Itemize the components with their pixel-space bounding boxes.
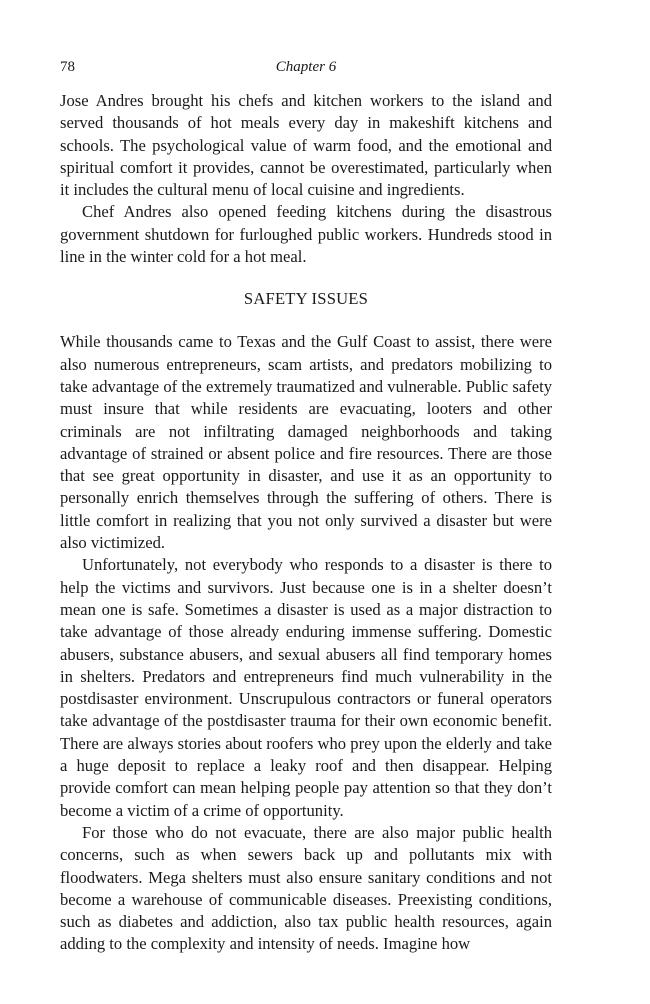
chapter-title: Chapter 6 xyxy=(275,59,337,75)
paragraph-public-health: For those who do not evacuate, there are also major public health concerns, such as when sewers back up and pollutants mix with floodwaters. Mega shelters must also ensure sanitary conditions and not become a warehouse of communicable diseases. Preexisting conditions, such as diabetes and addiction, also tax public health resources, again adding to the complexity and intensity of needs. Imagine how xyxy=(60,822,552,954)
paragraph-safety-intro: While thousands came to Texas and the Gulf Coast to assist, there were also numerous entrepreneurs, scam artists, and predators mobilizing to take advantage of the extremely traumatized and vulnerable. Public safety must insure that while residents are evacuating, looters and other criminals are not infiltrating damaged neighborhoods and taking advantage of strained or absent police and fire resources. There are those that see great opportunity in disaster, and use it as an opportunity to personally enrich themselves through the suffering of others. There is little comfort in realizing that you not only survived a disaster but were also victimized. xyxy=(60,332,552,553)
paragraph-responders: Unfortunately, not everybody who responds to a disaster is there to help the victims and survivors. Just because one is in a shelter doesn’t mean one is safe. Sometimes a disaster is used as a major distraction to take advantage of those already enduring immense suffering. Domestic abusers, substance abusers, and sexual abusers all find temporary homes in shelters. Predators and entrepreneurs find much vulnerability in the postdisaster environment. Unscrupulous contractors or funeral operators take advantage of the postdisaster trauma for their own economic benefit. There are always stories about roofers who prey upon the elderly and take a huge deposit to replace a leaky roof and then disappear. Helping provide comfort can mean helping people pay attention so that they don’t become a victim of a crime of opportunity. xyxy=(60,555,552,820)
running-head xyxy=(60,56,552,78)
body-text xyxy=(60,90,552,956)
book-page xyxy=(60,56,552,956)
page-number: 78 xyxy=(60,59,75,75)
paragraph-chef-andres: Chef Andres also opened feeding kitchens during the disastrous government shutdown for furloughed public workers. Hundreds stood in line in the winter cold for a hot meal. xyxy=(60,202,552,267)
paragraph-jose-andres: Jose Andres brought his chefs and kitchen workers to the island and served thousands of hot meals every day in makeshift kitchens and schools. The psychological value of warm food, and the emotional and spiritual comfort it provides, cannot be overestimated, particularly when it includes the cultural menu of local cuisine and ingredients. xyxy=(60,91,552,200)
section-heading: SAFETY ISSUES xyxy=(243,289,369,309)
